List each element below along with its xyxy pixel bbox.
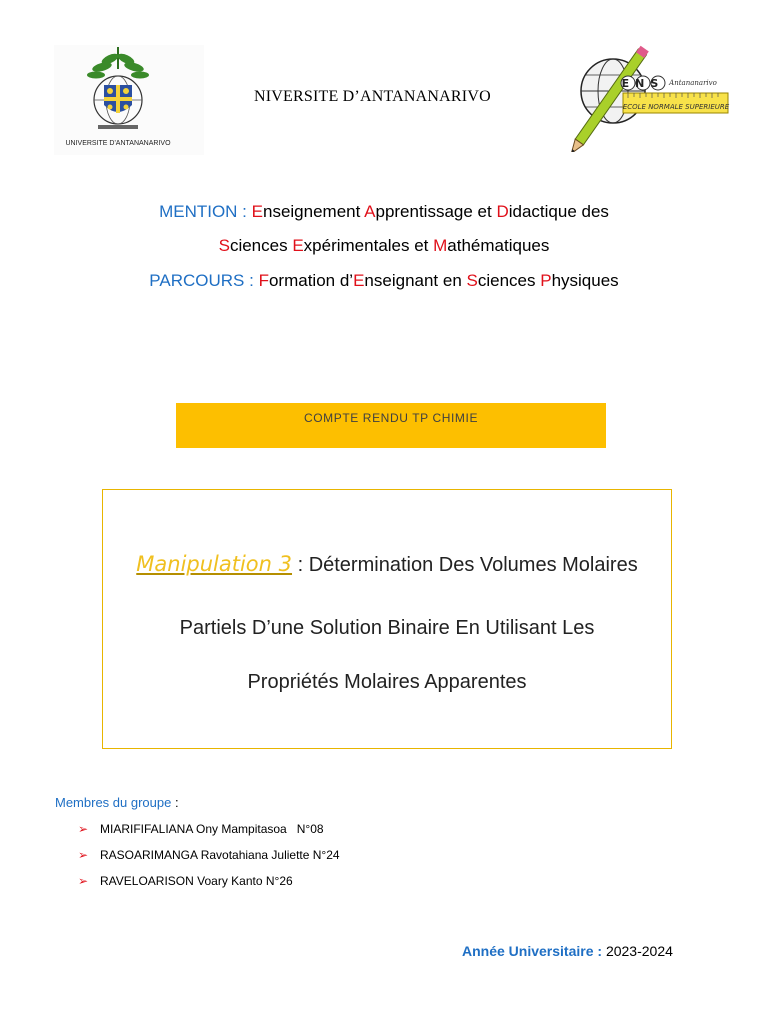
report-banner-text: COMPTE RENDU TP CHIMIE: [303, 411, 479, 425]
mention-label: MENTION :: [159, 202, 247, 221]
title-line-1: [103, 552, 671, 577]
title-text-1: Détermination Des Volumes Molaires: [308, 554, 638, 576]
report-banner: [176, 403, 606, 448]
title-line-2: Partiels D’une Solution Binaire En Utilisant Les: [179, 617, 595, 639]
ens-logo: [568, 41, 733, 152]
parcours-label: PARCOURS :: [149, 271, 254, 290]
member-name: RASOARIMANGA Ravotahiana Juliette N°24: [100, 848, 340, 862]
mention-line-2: [0, 236, 768, 256]
member-name: RAVELOARISON Voary Kanto N°26: [100, 874, 293, 888]
mention-segment: xpérimentales et: [303, 236, 434, 255]
manipulation-number: Manipulation 3: [136, 552, 293, 576]
member-item: [78, 822, 324, 836]
parcours-segment: E: [353, 271, 365, 290]
arrow-bullet-icon: ➢: [78, 848, 89, 862]
arrow-bullet-icon: ➢: [78, 822, 89, 836]
title-line-3: Propriétés Molaires Apparentes: [247, 671, 527, 693]
member-name: MIARIFIFALIANA Ony Mampitasoa N°08: [100, 822, 324, 836]
parcours-segment: S: [466, 271, 478, 290]
mention-segment: S: [218, 236, 230, 255]
mention-segment: M: [433, 236, 448, 255]
university-title: NIVERSITE D’ANTANANARIVO: [254, 88, 491, 105]
arrow-bullet-icon: ➢: [78, 874, 89, 888]
parcours-segment: hysiques: [551, 271, 619, 290]
mention-segment: pprentissage et: [375, 202, 497, 221]
academic-year-label: Année Universitaire :: [462, 943, 603, 959]
university-logo-caption: UNIVERSITE D'ANTANANARIVO: [65, 140, 171, 147]
parcours-segment: ormation d’: [268, 271, 354, 290]
mention-segment: ciences: [229, 236, 293, 255]
mention-segment: E: [251, 202, 263, 221]
mention-segment: D: [496, 202, 509, 221]
member-item: [78, 848, 340, 862]
mention-segment: nseignement: [263, 202, 365, 221]
mention-text-1: [252, 202, 609, 221]
mention-segment: athématiques: [447, 236, 550, 255]
manipulation-title-box: [102, 489, 672, 749]
academic-year: [462, 943, 673, 959]
members-colon: :: [171, 795, 179, 810]
mention-line-1: [0, 202, 768, 222]
title-separator: :: [292, 554, 309, 576]
mention-text-2: [219, 236, 550, 255]
parcours-segment: F: [258, 271, 269, 290]
academic-year-value: 2023-2024: [602, 943, 673, 959]
mention-segment: E: [292, 236, 304, 255]
university-logo: [54, 45, 204, 155]
parcours-segment: P: [540, 271, 552, 290]
ens-logo-text: ENS: [621, 77, 665, 90]
parcours-segment: nseignant en: [364, 271, 467, 290]
ens-logo-subtext: ECOLE NORMALE SUPERIEURE: [622, 103, 730, 111]
mention-segment: A: [364, 202, 376, 221]
members-heading: [55, 795, 179, 810]
ens-logo-script: Antananarivo: [669, 79, 717, 87]
member-item: [78, 874, 293, 888]
mention-segment: idactique des: [508, 202, 609, 221]
parcours-line: [0, 271, 768, 291]
parcours-segment: ciences: [477, 271, 541, 290]
members-label: Membres du groupe: [55, 795, 172, 810]
parcours-text: [259, 271, 619, 290]
